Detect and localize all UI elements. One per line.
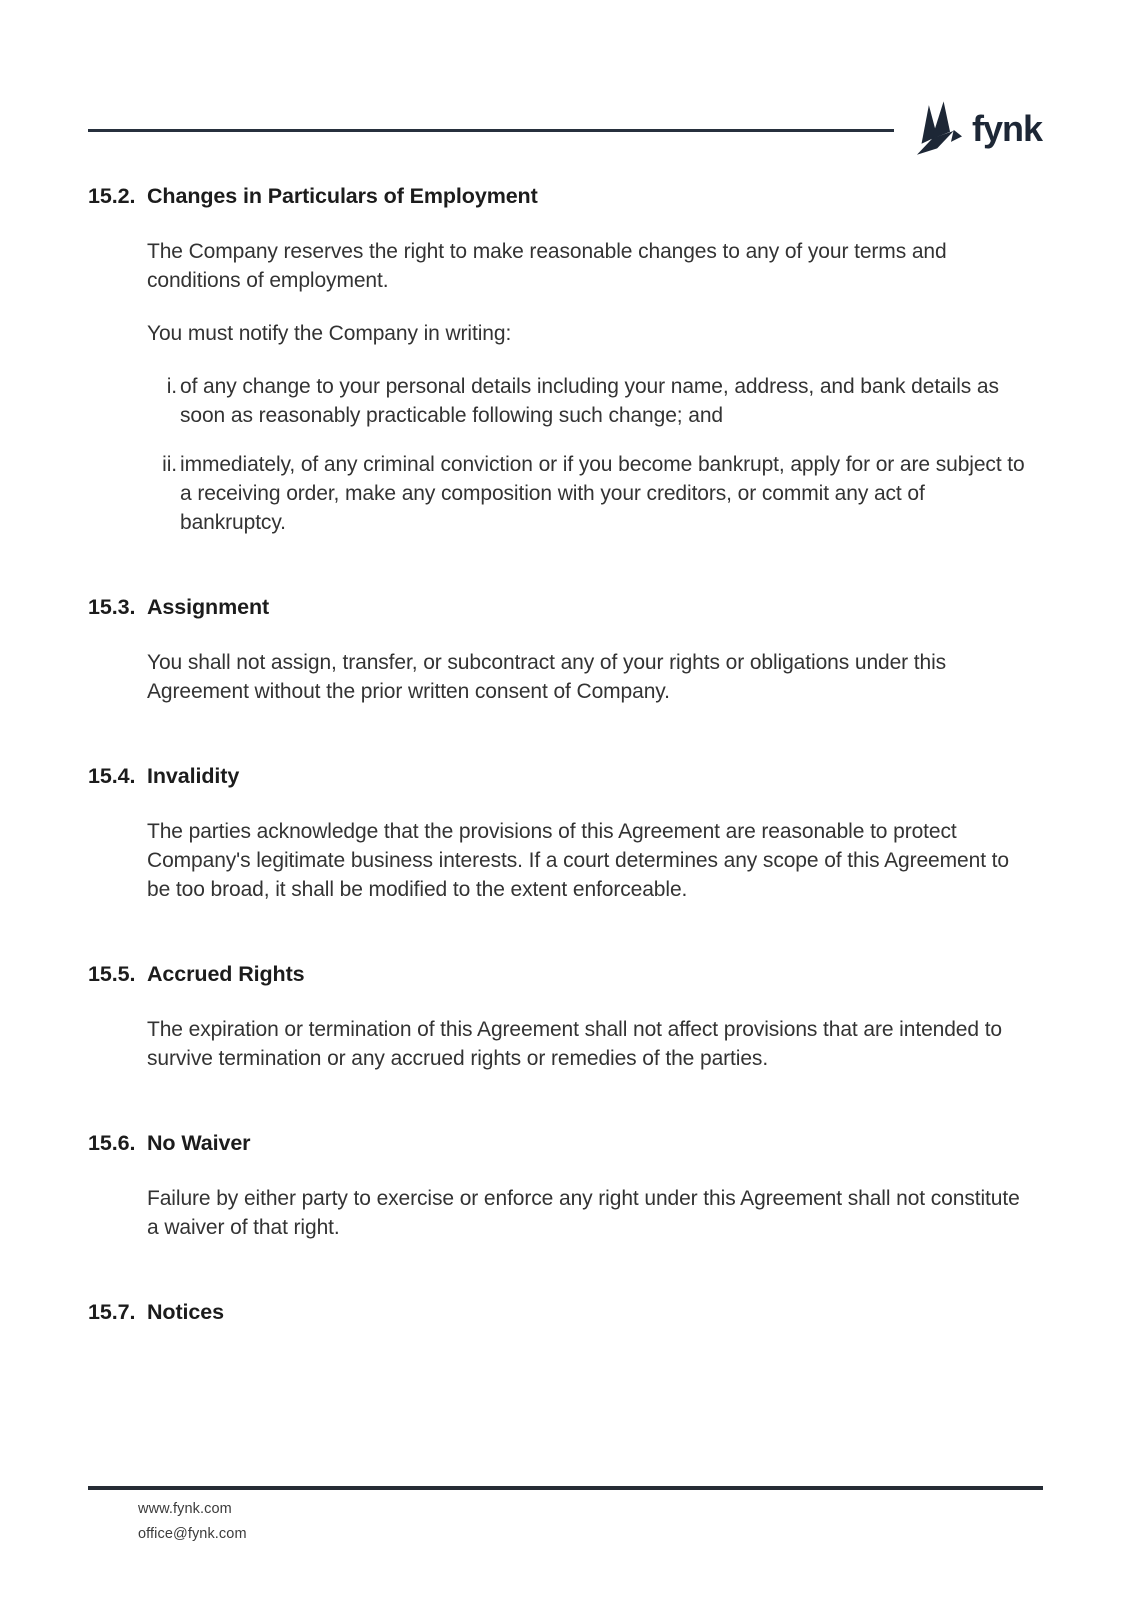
section-title: Assignment [147,595,270,619]
section-heading [88,762,1043,791]
section-heading [88,182,1043,211]
section-15-7 [88,1298,1043,1327]
origami-bird-icon [916,100,962,158]
section-heading [88,1129,1043,1158]
section-title: Invalidity [147,764,240,788]
section-15-6 [88,1129,1043,1242]
section-heading [88,593,1043,622]
roman-numeral-list [147,372,1043,537]
section-number: 15.6. [88,1131,136,1155]
section-number: 15.2. [88,184,136,208]
header-rule [88,129,894,132]
paragraph: The expiration or termination of this Agreement shall not affect provisions that are intended to survive termination or any accrued rights or remedies of the parties. [147,1018,1003,1070]
footer-email: office@fynk.com [138,1526,247,1542]
footer-website: www.fynk.com [138,1501,232,1517]
section-15-5 [88,960,1043,1073]
section-15-3 [88,593,1043,706]
section-title: Changes in Particulars of Employment [147,184,538,208]
section-title: Accrued Rights [147,962,305,986]
list-item-text: of any change to your personal details including your name, address, and bank details as soon as reasonably practicable following such change; and [180,375,999,427]
paragraph: You must notify the Company in writing: [147,322,512,345]
section-15-2 [88,182,1043,537]
section-number: 15.7. [88,1300,136,1324]
section-heading [88,1298,1043,1327]
list-marker: ii. [162,453,177,476]
section-title: Notices [147,1300,224,1324]
paragraph: You shall not assign, transfer, or subcontract any of your rights or obligations under this Agreement without the prior written consent of Company. [147,651,947,703]
fynk-logo [916,98,1046,160]
brand-wordmark: fynk [972,108,1043,149]
paragraph: Failure by either party to exercise or enforce any right under this Agreement shall not constitute a waiver of that right. [147,1187,1020,1239]
list-item [147,372,1043,430]
list-marker: i. [166,375,177,398]
paragraph: The parties acknowledge that the provisions of this Agreement are reasonable to protect Company's legitimate business interests. If a court determines any scope of this Agreement to be too broad, it shall be modified to the extent enforceable. [147,820,1009,901]
footer-rule [88,1486,1043,1490]
document-body [88,182,1043,1353]
section-number: 15.4. [88,764,136,788]
section-title: No Waiver [147,1131,251,1155]
list-item [147,450,1043,537]
section-number: 15.3. [88,595,136,619]
list-item-text: immediately, of any criminal conviction or if you become bankrupt, apply for or are subject to a receiving order, make any composition with your creditors, or commit any act of bankruptcy. [180,453,1025,534]
footer-contact [138,1497,247,1547]
section-15-4 [88,762,1043,904]
section-number: 15.5. [88,962,136,986]
paragraph: The Company reserves the right to make reasonable changes to any of your terms and conditions of employment. [147,240,947,292]
section-heading [88,960,1043,989]
